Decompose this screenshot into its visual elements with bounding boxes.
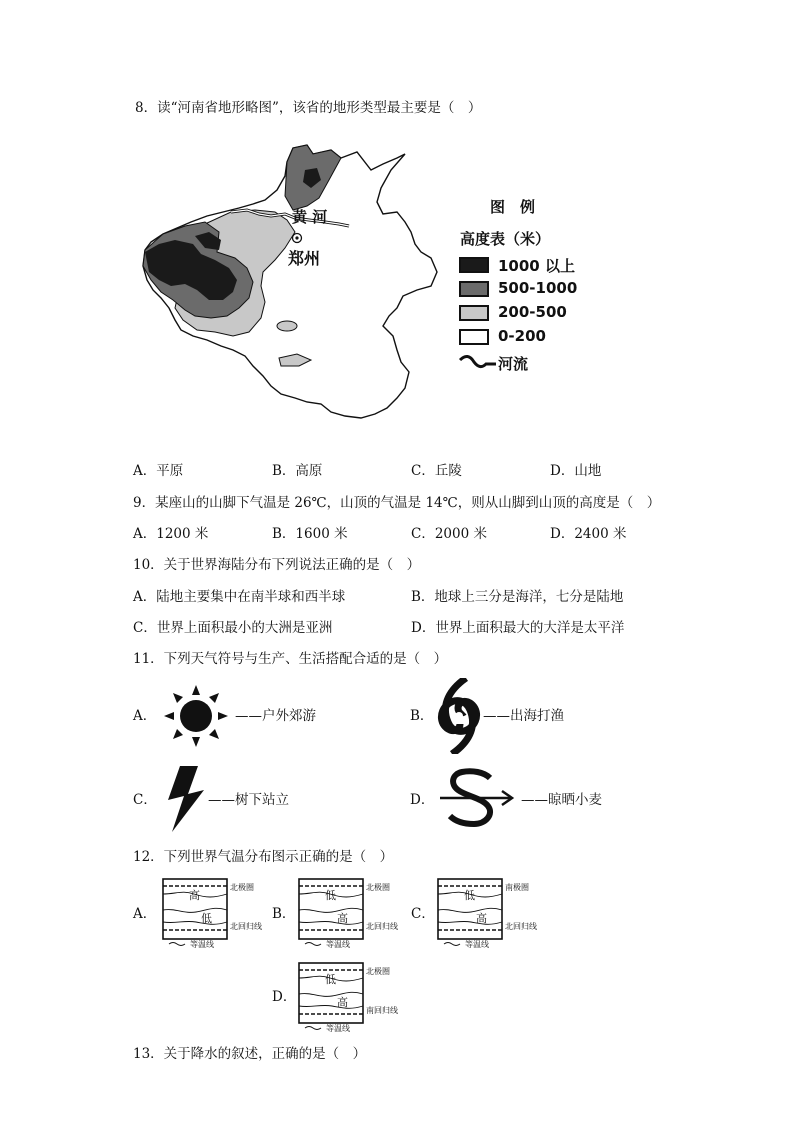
q12-b-upper: 低 (325, 889, 336, 902)
legend-swatch-500-1000 (459, 281, 489, 297)
legend-swatch-200-500 (459, 305, 489, 321)
q12-option-d-letter: D． (272, 989, 297, 1005)
q12-c-top-label: 南极圈 (505, 883, 529, 892)
legend-subtitle: 高度表（米） (460, 230, 551, 248)
q11-option-d-text: ——晾晒小麦 (521, 792, 602, 808)
q9-stem: 9．某座山的山脚下气温是 26℃，山顶的气温是 14℃，则从山脚到山顶的高度是（ ） (133, 495, 661, 511)
q12-c-lower: 高 (476, 912, 487, 925)
q12-a-lower: 低 (201, 912, 212, 925)
q12-c-isotherm-label: 等温线 (465, 940, 489, 949)
legend-label-500-1000: 500-1000 (498, 279, 578, 297)
q11-option-a-letter: A． (133, 708, 157, 724)
typhoon-icon (436, 678, 482, 754)
q10-option-d: D．世界上面积最大的大洋是太平洋 (411, 620, 625, 636)
legend-label-0-200: 0-200 (498, 327, 546, 345)
q9-option-c: C．2000 米 (411, 526, 487, 542)
q8-option-d: D．山地 (550, 463, 602, 479)
q12-a-top-label: 北极圈 (230, 883, 254, 892)
henan-terrain-map (135, 140, 455, 440)
q12-b-top-label: 北极圈 (366, 883, 390, 892)
q12-d-isotherm-label: 等温线 (326, 1024, 350, 1033)
isotherm-legend-icon (443, 940, 461, 948)
q12-option-b-letter: B． (272, 906, 296, 922)
q12-d-top-label: 北极圈 (366, 967, 390, 976)
q11-option-a-text: ——户外郊游 (235, 708, 316, 724)
q10-option-a: A．陆地主要集中在南半球和西半球 (133, 589, 346, 605)
q12-a-bottom-label: 北回归线 (230, 922, 262, 931)
zhengzhou-label: 郑州 (288, 249, 321, 268)
q13-stem: 13．关于降水的叙述，正确的是（ ） (133, 1046, 367, 1062)
legend-label-1000-plus: 1000 以上 (498, 257, 575, 275)
q11-option-b-letter: B． (410, 708, 434, 724)
q12-d-upper: 低 (325, 973, 336, 986)
q11-option-c-text: ——树下站立 (208, 792, 289, 808)
q8-option-b: B．高原 (272, 463, 323, 479)
yellow-river-label: 黄 河 (292, 208, 328, 226)
q11-stem: 11．下列天气符号与生产、生活搭配合适的是（ ） (133, 651, 448, 667)
legend-swatch-1000-plus (459, 257, 489, 273)
q12-a-upper: 高 (189, 889, 200, 902)
q11-option-d-letter: D． (410, 792, 435, 808)
q12-a-isotherm-label: 等温线 (190, 940, 214, 949)
q10-option-b: B．地球上三分是海洋，七分是陆地 (411, 589, 624, 605)
q12-c-bottom-label: 北回归线 (505, 922, 537, 931)
isotherm-legend-icon (304, 940, 322, 948)
q9-option-d: D．2400 米 (550, 526, 627, 542)
q11-option-c-letter: C． (133, 792, 157, 808)
q12-option-c-letter: C． (411, 906, 435, 922)
lightning-icon (166, 766, 206, 832)
q11-option-b-text: ——出海打渔 (483, 708, 564, 724)
legend-title: 图 例 (490, 198, 536, 216)
q8-option-a: A．平原 (133, 463, 184, 479)
river-legend-icon (458, 354, 498, 372)
legend-label-200-500: 200-500 (498, 303, 567, 321)
q9-option-a: A．1200 米 (133, 526, 209, 542)
sun-icon (160, 685, 232, 747)
q12-option-a-letter: A． (133, 906, 157, 922)
legend-swatch-0-200 (459, 329, 489, 345)
q12-b-isotherm-label: 等温线 (326, 940, 350, 949)
sandstorm-icon (438, 768, 520, 828)
q12-b-bottom-label: 北回归线 (366, 922, 398, 931)
q12-stem: 12．下列世界气温分布图示正确的是（ ） (133, 849, 394, 865)
q12-b-lower: 高 (337, 912, 348, 925)
legend-label-river: 河流 (498, 355, 529, 373)
q10-stem: 10．关于世界海陆分布下列说法正确的是（ ） (133, 557, 421, 573)
q9-option-b: B．1600 米 (272, 526, 348, 542)
q8-stem: 8．读“河南省地形略图”，该省的地形类型最主要是（ ） (135, 100, 482, 116)
q10-option-c: C．世界上面积最小的大洲是亚洲 (133, 620, 333, 636)
q12-d-lower: 高 (337, 996, 348, 1009)
isotherm-legend-icon (168, 940, 186, 948)
isotherm-legend-icon (304, 1024, 322, 1032)
q8-option-c: C．丘陵 (411, 463, 462, 479)
q12-d-bottom-label: 南回归线 (366, 1006, 398, 1015)
q12-c-upper: 低 (464, 889, 475, 902)
